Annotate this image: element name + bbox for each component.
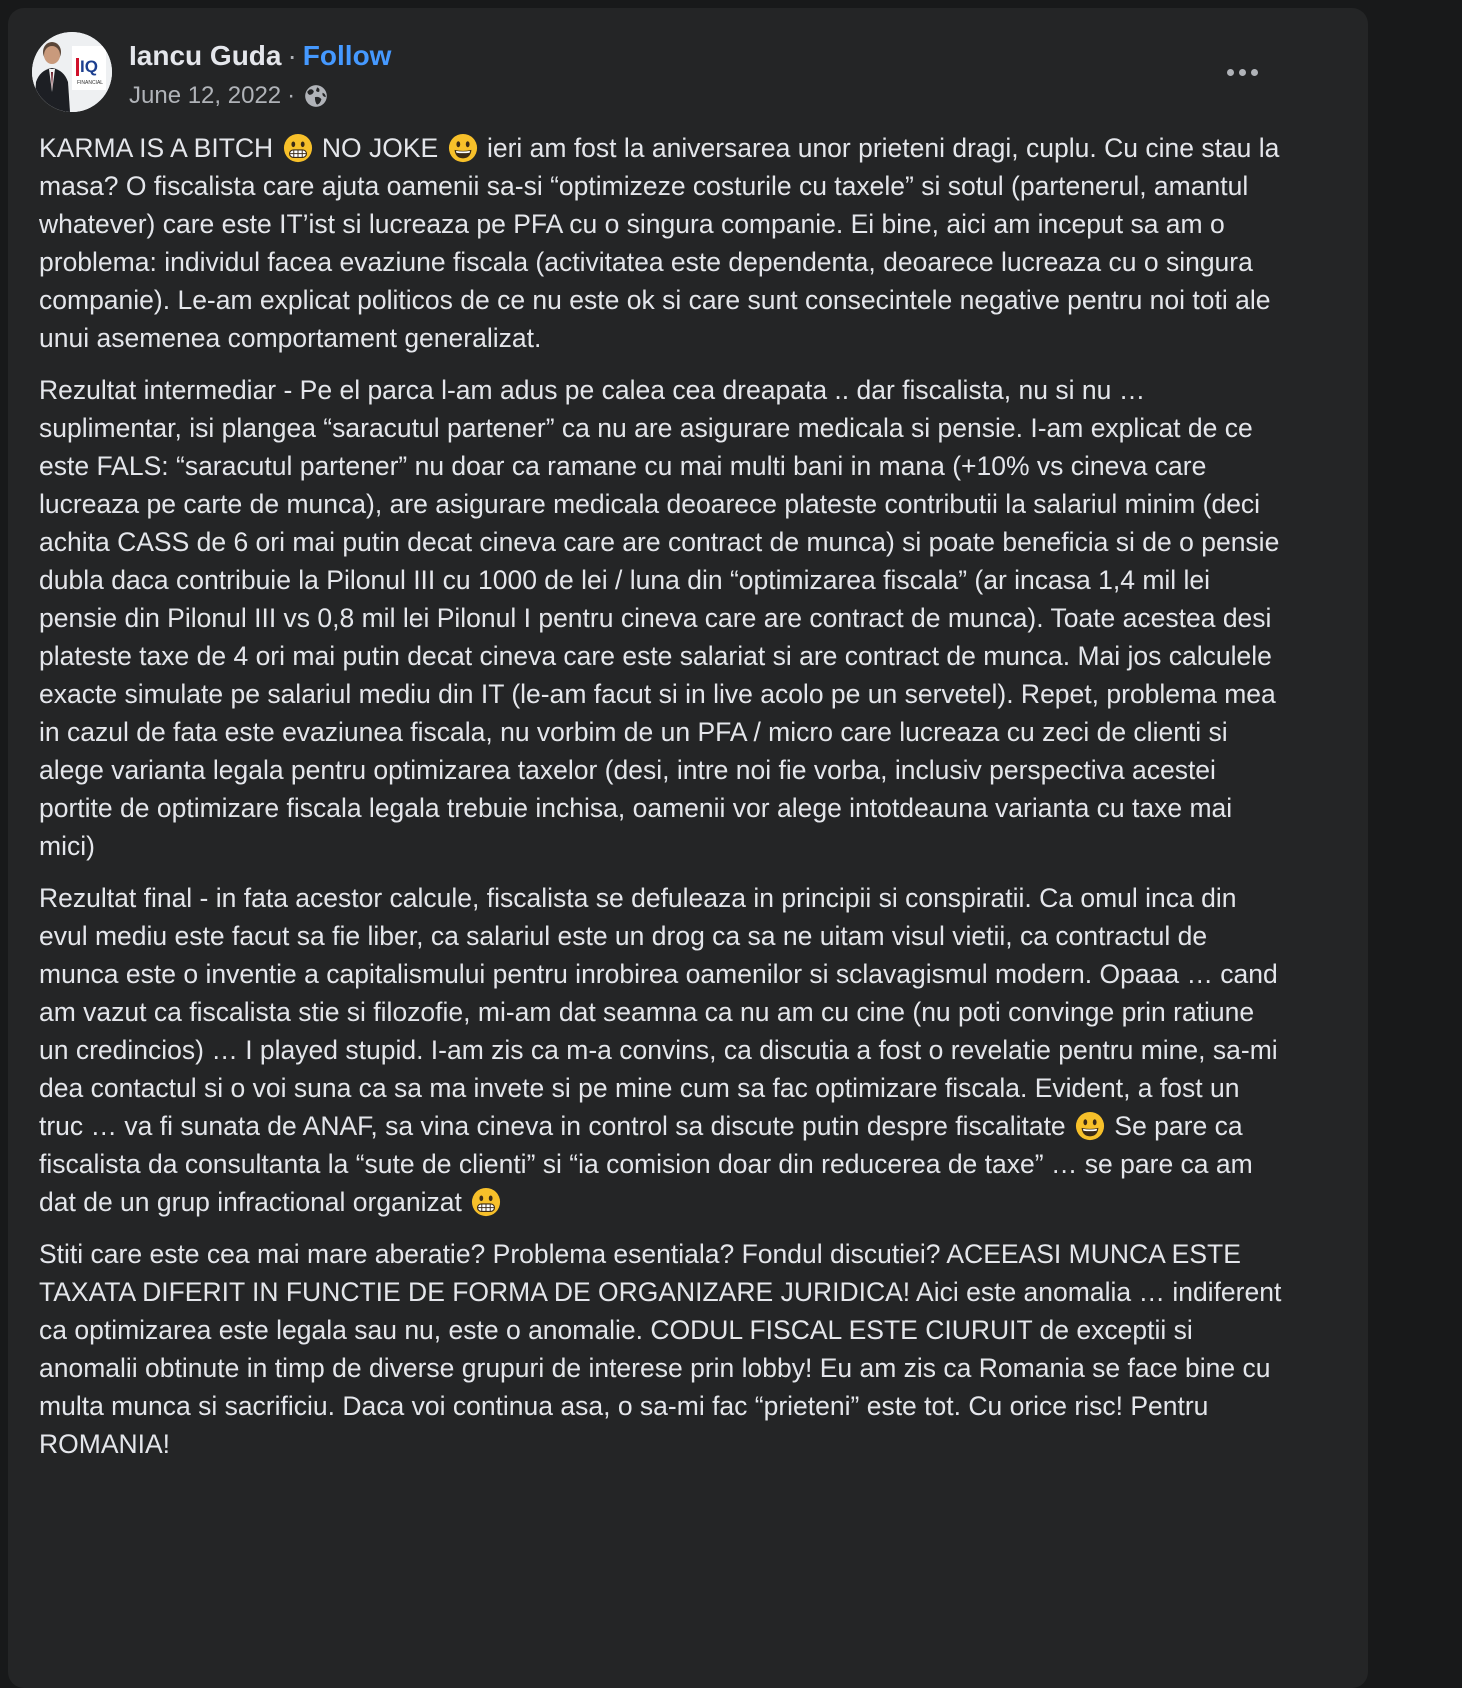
avatar-logo-text: IQ (80, 57, 98, 76)
post-card (8, 8, 1368, 1688)
post-date[interactable]: June 12, 2022 (129, 82, 282, 109)
grinning-face-emoji (448, 133, 478, 163)
avatar-photo (32, 32, 112, 112)
globe-icon[interactable] (303, 83, 329, 109)
grimacing-face-emoji (471, 1187, 501, 1217)
more-options-icon[interactable] (1218, 48, 1266, 96)
grimacing-face-emoji (283, 133, 313, 163)
author-name[interactable]: Iancu Guda (129, 40, 282, 71)
post-text-segment: Se pare ca fiscalista da consultanta la “sute de clienti” si “ia comision doar din reducerea de taxe” … se pare ca am dat de un grup infractional organizat (39, 1111, 1253, 1217)
meta-separator-dot: · (287, 82, 296, 109)
more-dot (1251, 69, 1258, 76)
post-meta-row (129, 80, 329, 112)
post-text-segment: Rezultat intermediar - Pe el parca l-am adus pe calea cea dreapata .. dar fiscalista, nu si nu … suplimentar, isi plangea “saracutul partener” ca nu are asigurare medicala si pensie. I-am explicat de ce este FALS: “saracutul partener” nu doar ca ramane cu mai multi bani in mana (+10% vs cineva care lucreaza pe carte de munca), are asigurare medicala deoarece plateste contributii la salariul minim (deci achita CASS de 6 ori mai putin decat cineva care are contract de munca) si poate beneficia si de o pensie dubla daca contribuie la Pilonul III cu 1000 de lei / luna din “optimizarea fiscala” (ar incasa 1,4 mil lei pensie din Pilonul III vs 0,8 mil lei Pilonul I pentru cineva care are contract de munca). Toate acestea desi plateste taxe de 4 ori mai putin decat cineva care este salariat si are contract de munca. Mai jos calculele exacte simulate pe salariul mediu din IT (le-am facut si in live acolo pe un servetel). Repet, problema mea in cazul de fata este evaziunea fiscala, nu vorbim de un PFA / micro care lucreaza cu zeci de clienti si alege varianta legala pentru optimizarea taxelor (desi, intre noi fie vorba, inclusiv perspectiva acestei portite de optimizare fiscala legala trebuie inchisa, oamenii vor alege intotdeauna varianta cu taxe mai mici) (39, 375, 1280, 861)
more-dot (1239, 69, 1246, 76)
more-dot (1227, 69, 1234, 76)
post-text-segment: Rezultat final - in fata acestor calcule, fiscalista se defuleaza in principii si conspiratii. Ca omul inca din evul mediu este facut sa fie liber, ca salariul este un drog ca sa ne uitam visul vietii, ca contractul de munca este o inventie a capitalismului pentru inrobirea oamenilor si sclavagismul modern. Opaaa … cand am vazut ca fiscalista stie si filozofie, mi-am dat seamna ca nu am cu cine (nu poti convinge prin ratiune un credincios) … I played stupid. I-am zis ca m-a convins, ca discutia a fost o revelatie pentru mine, sa-mi dea contactul si o voi suna ca sa ma invete si pe mine cum sa fac optimizare fiscala. Evident, a fost un truc … va fi sunata de ANAF, sa vina cineva in control sa discute putin despre fiscalitate (39, 883, 1278, 1141)
post-paragraph (39, 129, 1289, 357)
post-text (39, 129, 1289, 1477)
post-paragraph (39, 371, 1289, 865)
post-paragraph (39, 1235, 1289, 1463)
follow-button[interactable]: Follow (302, 40, 392, 71)
avatar[interactable] (32, 32, 112, 112)
post-paragraph (39, 879, 1289, 1221)
post-text-segment: KARMA IS A BITCH (39, 133, 281, 163)
separator-dot: · (287, 40, 297, 71)
post-text-segment: ieri am fost la aniversarea unor prieteni dragi, cuplu. Cu cine stau la masa? O fiscalista care ajuta oamenii sa-si “optimizeze costurile cu taxele” si sotul (partenerul, amantul whatever) care este IT’ist si lucreaza pe PFA cu o singura companie. Ei bine, aici am inceput sa am o problema: individul facea evaziune fiscala (activitatea este dependenta, deoarece lucreaza cu o singura companie). Le-am explicat politicos de ce nu este ok si care sunt consecintele negative pentru noi toti ale unui asemenea comportament generalizat. (39, 133, 1280, 353)
post-text-segment: Stiti care este cea mai mare aberatie? Problema esentiala? Fondul discutiei? ACEEASI MUNCA ESTE TAXATA DIFERIT IN FUNCTIE DE FORMA DE ORGANIZARE JURIDICA! Aici este anomalia … indiferent ca optimizarea este legala sau nu, este o anomalie. CODUL FISCAL ESTE CIURUIT de exceptii si anomalii obtinute in timp de diverse grupuri de interese prin lobby! Eu am zis ca Romania se face bine cu multa munca si sacrificiu. Daca voi continua asa, o sa-mi fac “prieteni” este tot. Cu orice risc! Pentru ROMANIA! (39, 1239, 1282, 1459)
avatar-logo-subtext: FINANCIAL (76, 80, 104, 86)
post-text-segment: NO JOKE (314, 133, 446, 163)
grinning-face-emoji (1075, 1111, 1105, 1141)
post-header-name-row (129, 38, 391, 74)
